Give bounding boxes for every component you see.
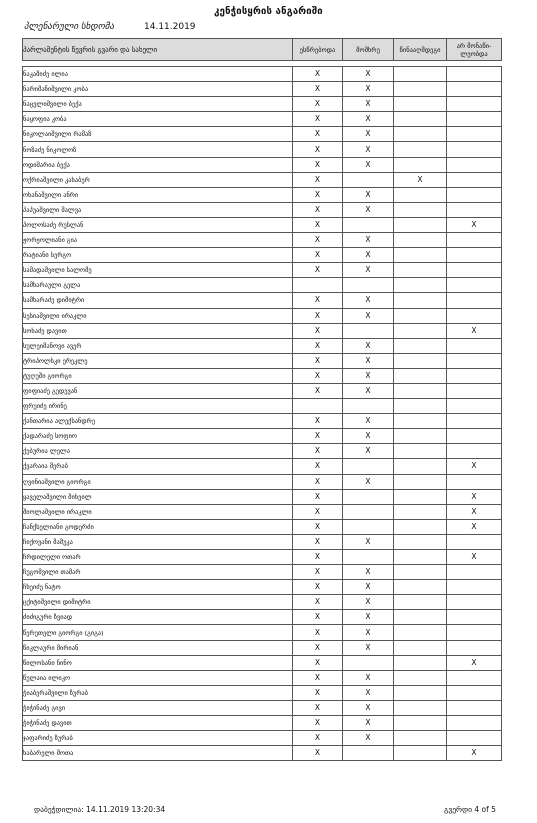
member-name: ჭიჭინაძე გივი (23, 700, 293, 715)
member-name: ოდიშარია ბექა (23, 157, 293, 172)
vote-cell-against (394, 248, 447, 263)
table-body (23, 67, 502, 761)
vote-cell-against (394, 187, 447, 202)
member-name: წერეთელი გიორგი (გიგა) (23, 625, 293, 640)
vote-cell-present: X (293, 112, 343, 127)
vote-cell-against (394, 308, 447, 323)
vote-cell-absent: X (447, 655, 502, 670)
vote-cell-for (343, 746, 394, 761)
table-row (23, 655, 502, 670)
vote-cell-present: X (293, 746, 343, 761)
vote-cell-against (394, 550, 447, 565)
vote-cell-absent: X (447, 746, 502, 761)
vote-cell-absent (447, 580, 502, 595)
column-header-name: პარლამენტის წევრის გვარი და სახელი (23, 39, 293, 61)
table-row (23, 399, 502, 414)
table-row (23, 97, 502, 112)
vote-cell-against (394, 504, 447, 519)
table-row (23, 444, 502, 459)
table-row (23, 172, 502, 187)
table-row (23, 489, 502, 504)
vote-cell-present: X (293, 157, 343, 172)
vote-cell-against (394, 263, 447, 278)
member-name: ტუღუში გიორგი (23, 368, 293, 383)
member-name: ოქრიაშვილი კახაბერ (23, 172, 293, 187)
member-name: რატიანი სერგო (23, 248, 293, 263)
member-name: ცქიტიშვილი დიმიტრი (23, 595, 293, 610)
vote-cell-for: X (343, 414, 394, 429)
vote-cell-for: X (343, 368, 394, 383)
vote-cell-absent (447, 353, 502, 368)
vote-cell-present: X (293, 82, 343, 97)
printed-label: დაბეჭდილია: (34, 805, 84, 814)
vote-cell-present: X (293, 655, 343, 670)
table-row (23, 293, 502, 308)
vote-cell-absent (447, 610, 502, 625)
table-row (23, 82, 502, 97)
member-name: ჭიჭინაძე დავით (23, 716, 293, 731)
vote-cell-against (394, 640, 447, 655)
vote-cell-absent: X (447, 519, 502, 534)
vote-cell-against (394, 157, 447, 172)
vote-cell-absent (447, 202, 502, 217)
vote-cell-against (394, 625, 447, 640)
vote-cell-absent (447, 670, 502, 685)
table-row (23, 565, 502, 580)
vote-cell-absent (447, 625, 502, 640)
vote-cell-absent (447, 233, 502, 248)
member-name: სოხაძე დავით (23, 323, 293, 338)
vote-cell-against (394, 685, 447, 700)
vote-cell-for (343, 217, 394, 232)
table-row (23, 187, 502, 202)
vote-cell-against (394, 233, 447, 248)
vote-cell-against (394, 534, 447, 549)
vote-cell-against (394, 67, 447, 82)
vote-cell-absent (447, 157, 502, 172)
vote-cell-present: X (293, 565, 343, 580)
column-header-present: ესწრებოდა (293, 39, 343, 61)
vote-cell-present: X (293, 550, 343, 565)
vote-cell-against: X (394, 172, 447, 187)
member-name: ყაველაშვილი მიხეილ (23, 489, 293, 504)
table-row (23, 414, 502, 429)
member-name: ხაბარელი მოთა (23, 746, 293, 761)
vote-cell-present: X (293, 127, 343, 142)
vote-cell-absent: X (447, 550, 502, 565)
vote-cell-present: X (293, 293, 343, 308)
vote-cell-present: X (293, 353, 343, 368)
vote-cell-against (394, 383, 447, 398)
vote-cell-absent (447, 595, 502, 610)
table-row (23, 731, 502, 746)
member-name: სულეიმანოვი ავერ (23, 338, 293, 353)
vote-cell-absent (447, 414, 502, 429)
table-row (23, 67, 502, 82)
member-name: ჯაფარიძე ზურაბ (23, 731, 293, 746)
vote-cell-present: X (293, 670, 343, 685)
vote-cell-present: X (293, 308, 343, 323)
page-number: გვერდი 4 of 5 (444, 805, 496, 814)
vote-cell-present: X (293, 187, 343, 202)
member-name: ჭიაბერაშვილი ზურაბ (23, 685, 293, 700)
vote-cell-absent (447, 97, 502, 112)
table-row (23, 580, 502, 595)
table-row (23, 459, 502, 474)
vote-cell-for: X (343, 127, 394, 142)
member-name: ნიკოლაიშვილი რამაზ (23, 127, 293, 142)
member-name: სამხარაული გელა (23, 278, 293, 293)
member-name: სამადაშვილი სალომე (23, 263, 293, 278)
vote-cell-against (394, 399, 447, 414)
vote-cell-for (343, 399, 394, 414)
table-row (23, 157, 502, 172)
member-name: ჟორჟოლიანი გია (23, 233, 293, 248)
table-row (23, 610, 502, 625)
member-name: ჩხეიძე ნატო (23, 580, 293, 595)
vote-cell-present: X (293, 444, 343, 459)
vote-cell-against (394, 519, 447, 534)
vote-cell-present: X (293, 504, 343, 519)
vote-cell-for: X (343, 444, 394, 459)
vote-cell-for: X (343, 670, 394, 685)
vote-cell-against (394, 429, 447, 444)
vote-cell-present: X (293, 368, 343, 383)
vote-cell-absent: X (447, 459, 502, 474)
printed-timestamp: 14.11.2019 13:20:34 (86, 805, 166, 814)
vote-cell-absent (447, 127, 502, 142)
member-name: ტრიპოლსკი ერეკლე (23, 353, 293, 368)
table-row (23, 263, 502, 278)
vote-cell-against (394, 127, 447, 142)
vote-cell-against (394, 595, 447, 610)
table-row (23, 640, 502, 655)
vote-cell-against (394, 489, 447, 504)
vote-cell-present: X (293, 595, 343, 610)
vote-cell-absent (447, 293, 502, 308)
table-row (23, 519, 502, 534)
table-row (23, 217, 502, 232)
vote-cell-for: X (343, 383, 394, 398)
vote-cell-absent (447, 716, 502, 731)
vote-cell-present: X (293, 338, 343, 353)
vote-cell-absent (447, 399, 502, 414)
member-name: ჩუგოშვილი თამარ (23, 565, 293, 580)
vote-cell-for: X (343, 625, 394, 640)
vote-cell-against (394, 716, 447, 731)
table-row (23, 716, 502, 731)
vote-cell-for: X (343, 97, 394, 112)
member-name: ოხანაშვილი ანრი (23, 187, 293, 202)
member-name: ჩრდილელი ოთარ (23, 550, 293, 565)
vote-cell-for: X (343, 580, 394, 595)
vote-cell-for: X (343, 353, 394, 368)
member-name: ნარიმანიშვილი კობა (23, 82, 293, 97)
vote-cell-for: X (343, 308, 394, 323)
vote-cell-absent (447, 700, 502, 715)
vote-cell-for: X (343, 640, 394, 655)
vote-cell-for: X (343, 716, 394, 731)
member-name: წულაია ილიკო (23, 670, 293, 685)
table-row (23, 202, 502, 217)
vote-cell-for: X (343, 112, 394, 127)
vote-cell-present: X (293, 263, 343, 278)
vote-cell-for: X (343, 248, 394, 263)
vote-cell-for (343, 172, 394, 187)
vote-cell-present: X (293, 640, 343, 655)
table-row (23, 746, 502, 761)
session-label: პლენარული სხდომა (24, 22, 115, 32)
vote-cell-absent (447, 731, 502, 746)
member-name: ჩანქსელიანი გოდერძი (23, 519, 293, 534)
vote-cell-against (394, 670, 447, 685)
vote-cell-for: X (343, 429, 394, 444)
vote-cell-absent (447, 685, 502, 700)
vote-cell-absent (447, 368, 502, 383)
vote-cell-present: X (293, 97, 343, 112)
vote-cell-present: X (293, 700, 343, 715)
vote-cell-against (394, 655, 447, 670)
vote-cell-against (394, 293, 447, 308)
vote-cell-present (293, 278, 343, 293)
member-name: წილოსანი ნინო (23, 655, 293, 670)
vote-cell-absent: X (447, 323, 502, 338)
vote-cell-absent (447, 474, 502, 489)
vote-cell-for: X (343, 82, 394, 97)
vote-cell-against (394, 459, 447, 474)
vote-cell-for: X (343, 293, 394, 308)
table-row (23, 534, 502, 549)
table-row (23, 308, 502, 323)
vote-cell-for: X (343, 142, 394, 157)
vote-cell-present: X (293, 580, 343, 595)
vote-cell-against (394, 112, 447, 127)
vote-cell-for: X (343, 157, 394, 172)
table-row (23, 142, 502, 157)
vote-cell-present: X (293, 414, 343, 429)
vote-cell-against (394, 142, 447, 157)
member-name: ნოზაძე ნიკოლოზ (23, 142, 293, 157)
vote-cell-absent (447, 142, 502, 157)
vote-cell-for: X (343, 534, 394, 549)
table-row (23, 233, 502, 248)
vote-cell-absent (447, 187, 502, 202)
vote-cell-against (394, 414, 447, 429)
vote-cell-against (394, 474, 447, 489)
vote-cell-for: X (343, 595, 394, 610)
vote-cell-absent (447, 172, 502, 187)
vote-cell-present: X (293, 217, 343, 232)
vote-cell-absent (447, 429, 502, 444)
column-header-for: მომხრე (343, 39, 394, 61)
member-name: სამხარაძე დიმიტრი (23, 293, 293, 308)
member-name: ჩიქოვანი მამუკა (23, 534, 293, 549)
vote-cell-present: X (293, 716, 343, 731)
vote-cell-present: X (293, 534, 343, 549)
vote-cell-for (343, 323, 394, 338)
member-name: ქებურია ლელა (23, 444, 293, 459)
vote-cell-present: X (293, 459, 343, 474)
vote-cell-for: X (343, 731, 394, 746)
member-name: პაპუაშვილი შალვა (23, 202, 293, 217)
vote-cell-for: X (343, 685, 394, 700)
vote-cell-against (394, 700, 447, 715)
table-row (23, 127, 502, 142)
table-row (23, 685, 502, 700)
member-name: ნაკაშიძე ილია (23, 67, 293, 82)
vote-cell-absent (447, 444, 502, 459)
vote-cell-present: X (293, 248, 343, 263)
vote-cell-against (394, 82, 447, 97)
vote-cell-against (394, 97, 447, 112)
vote-cell-absent: X (447, 504, 502, 519)
vote-cell-present: X (293, 519, 343, 534)
vote-cell-for (343, 519, 394, 534)
vote-cell-against (394, 368, 447, 383)
vote-cell-absent (447, 112, 502, 127)
table-row (23, 504, 502, 519)
table-row (23, 595, 502, 610)
vote-cell-absent (447, 565, 502, 580)
table-row (23, 278, 502, 293)
vote-cell-present: X (293, 731, 343, 746)
vote-cell-against (394, 610, 447, 625)
column-header-absent: არ მონაწი-ლეობდა (447, 39, 502, 61)
vote-cell-absent (447, 248, 502, 263)
member-name: ქადარაძე სოფიო (23, 429, 293, 444)
vote-cell-against (394, 217, 447, 232)
vote-cell-present: X (293, 489, 343, 504)
vote-cell-absent (447, 338, 502, 353)
vote-cell-present: X (293, 429, 343, 444)
vote-cell-present: X (293, 142, 343, 157)
vote-cell-for (343, 459, 394, 474)
vote-cell-for: X (343, 338, 394, 353)
vote-cell-present: X (293, 172, 343, 187)
column-header-against: წინააღმდეგი (394, 39, 447, 61)
member-name: პოლოსაძე რუსლან (23, 217, 293, 232)
vote-cell-present: X (293, 383, 343, 398)
vote-cell-against (394, 353, 447, 368)
vote-cell-absent (447, 278, 502, 293)
vote-cell-for: X (343, 233, 394, 248)
vote-cell-present: X (293, 67, 343, 82)
vote-cell-present (293, 399, 343, 414)
table-row (23, 248, 502, 263)
vote-cell-for: X (343, 474, 394, 489)
vote-cell-for (343, 489, 394, 504)
member-name: ღვინიაშვილი გიორგი (23, 474, 293, 489)
member-name: ქვარაია მერაბ (23, 459, 293, 474)
vote-cell-for (343, 278, 394, 293)
member-name: ფიფიაძე გედევან (23, 383, 293, 398)
printed-info (34, 805, 165, 814)
vote-cell-absent (447, 308, 502, 323)
vote-cell-for: X (343, 565, 394, 580)
vote-cell-absent (447, 67, 502, 82)
session-date: 14.11.2019 (144, 22, 196, 32)
vote-cell-present: X (293, 625, 343, 640)
table-row (23, 550, 502, 565)
vote-cell-against (394, 444, 447, 459)
vote-cell-against (394, 323, 447, 338)
vote-cell-for: X (343, 202, 394, 217)
table-row (23, 353, 502, 368)
member-name: სესიაშვილი ირაკლი (23, 308, 293, 323)
member-name: ძიძიგური ზვიად (23, 610, 293, 625)
vote-cell-absent (447, 263, 502, 278)
vote-cell-against (394, 278, 447, 293)
table-row (23, 323, 502, 338)
table-row (23, 383, 502, 398)
vote-cell-for: X (343, 263, 394, 278)
member-name: ქანთარია ალექსანდრე (23, 414, 293, 429)
vote-cell-for: X (343, 67, 394, 82)
vote-cell-against (394, 565, 447, 580)
vote-table (22, 38, 502, 761)
vote-cell-absent: X (447, 489, 502, 504)
vote-cell-present: X (293, 323, 343, 338)
table-row (23, 700, 502, 715)
vote-cell-for: X (343, 700, 394, 715)
member-name: წიკლაური მირიან (23, 640, 293, 655)
table-row (23, 670, 502, 685)
table-row (23, 474, 502, 489)
vote-cell-for: X (343, 187, 394, 202)
vote-cell-absent (447, 383, 502, 398)
table-row (23, 338, 502, 353)
table-row (23, 625, 502, 640)
vote-cell-for (343, 504, 394, 519)
vote-cell-against (394, 731, 447, 746)
member-name: ფრუიძე ირინე (23, 399, 293, 414)
vote-cell-absent: X (447, 217, 502, 232)
vote-cell-for (343, 550, 394, 565)
table-row (23, 429, 502, 444)
vote-cell-present: X (293, 685, 343, 700)
vote-cell-present: X (293, 610, 343, 625)
vote-cell-absent (447, 82, 502, 97)
table-row (23, 112, 502, 127)
vote-cell-against (394, 202, 447, 217)
vote-cell-for (343, 655, 394, 670)
vote-cell-against (394, 746, 447, 761)
member-name: ნაყოფია კობა (23, 112, 293, 127)
vote-cell-present: X (293, 202, 343, 217)
vote-cell-present: X (293, 474, 343, 489)
vote-cell-absent (447, 640, 502, 655)
member-name: შიოლაშვილი ირაკლი (23, 504, 293, 519)
report-title: კენჭისყრის ანგარიში (214, 6, 323, 17)
vote-cell-present: X (293, 233, 343, 248)
vote-cell-against (394, 338, 447, 353)
vote-cell-for: X (343, 610, 394, 625)
header-row (23, 39, 502, 61)
member-name: ნაცვლიშვილი ბექა (23, 97, 293, 112)
vote-cell-absent (447, 534, 502, 549)
vote-cell-against (394, 580, 447, 595)
table-row (23, 368, 502, 383)
